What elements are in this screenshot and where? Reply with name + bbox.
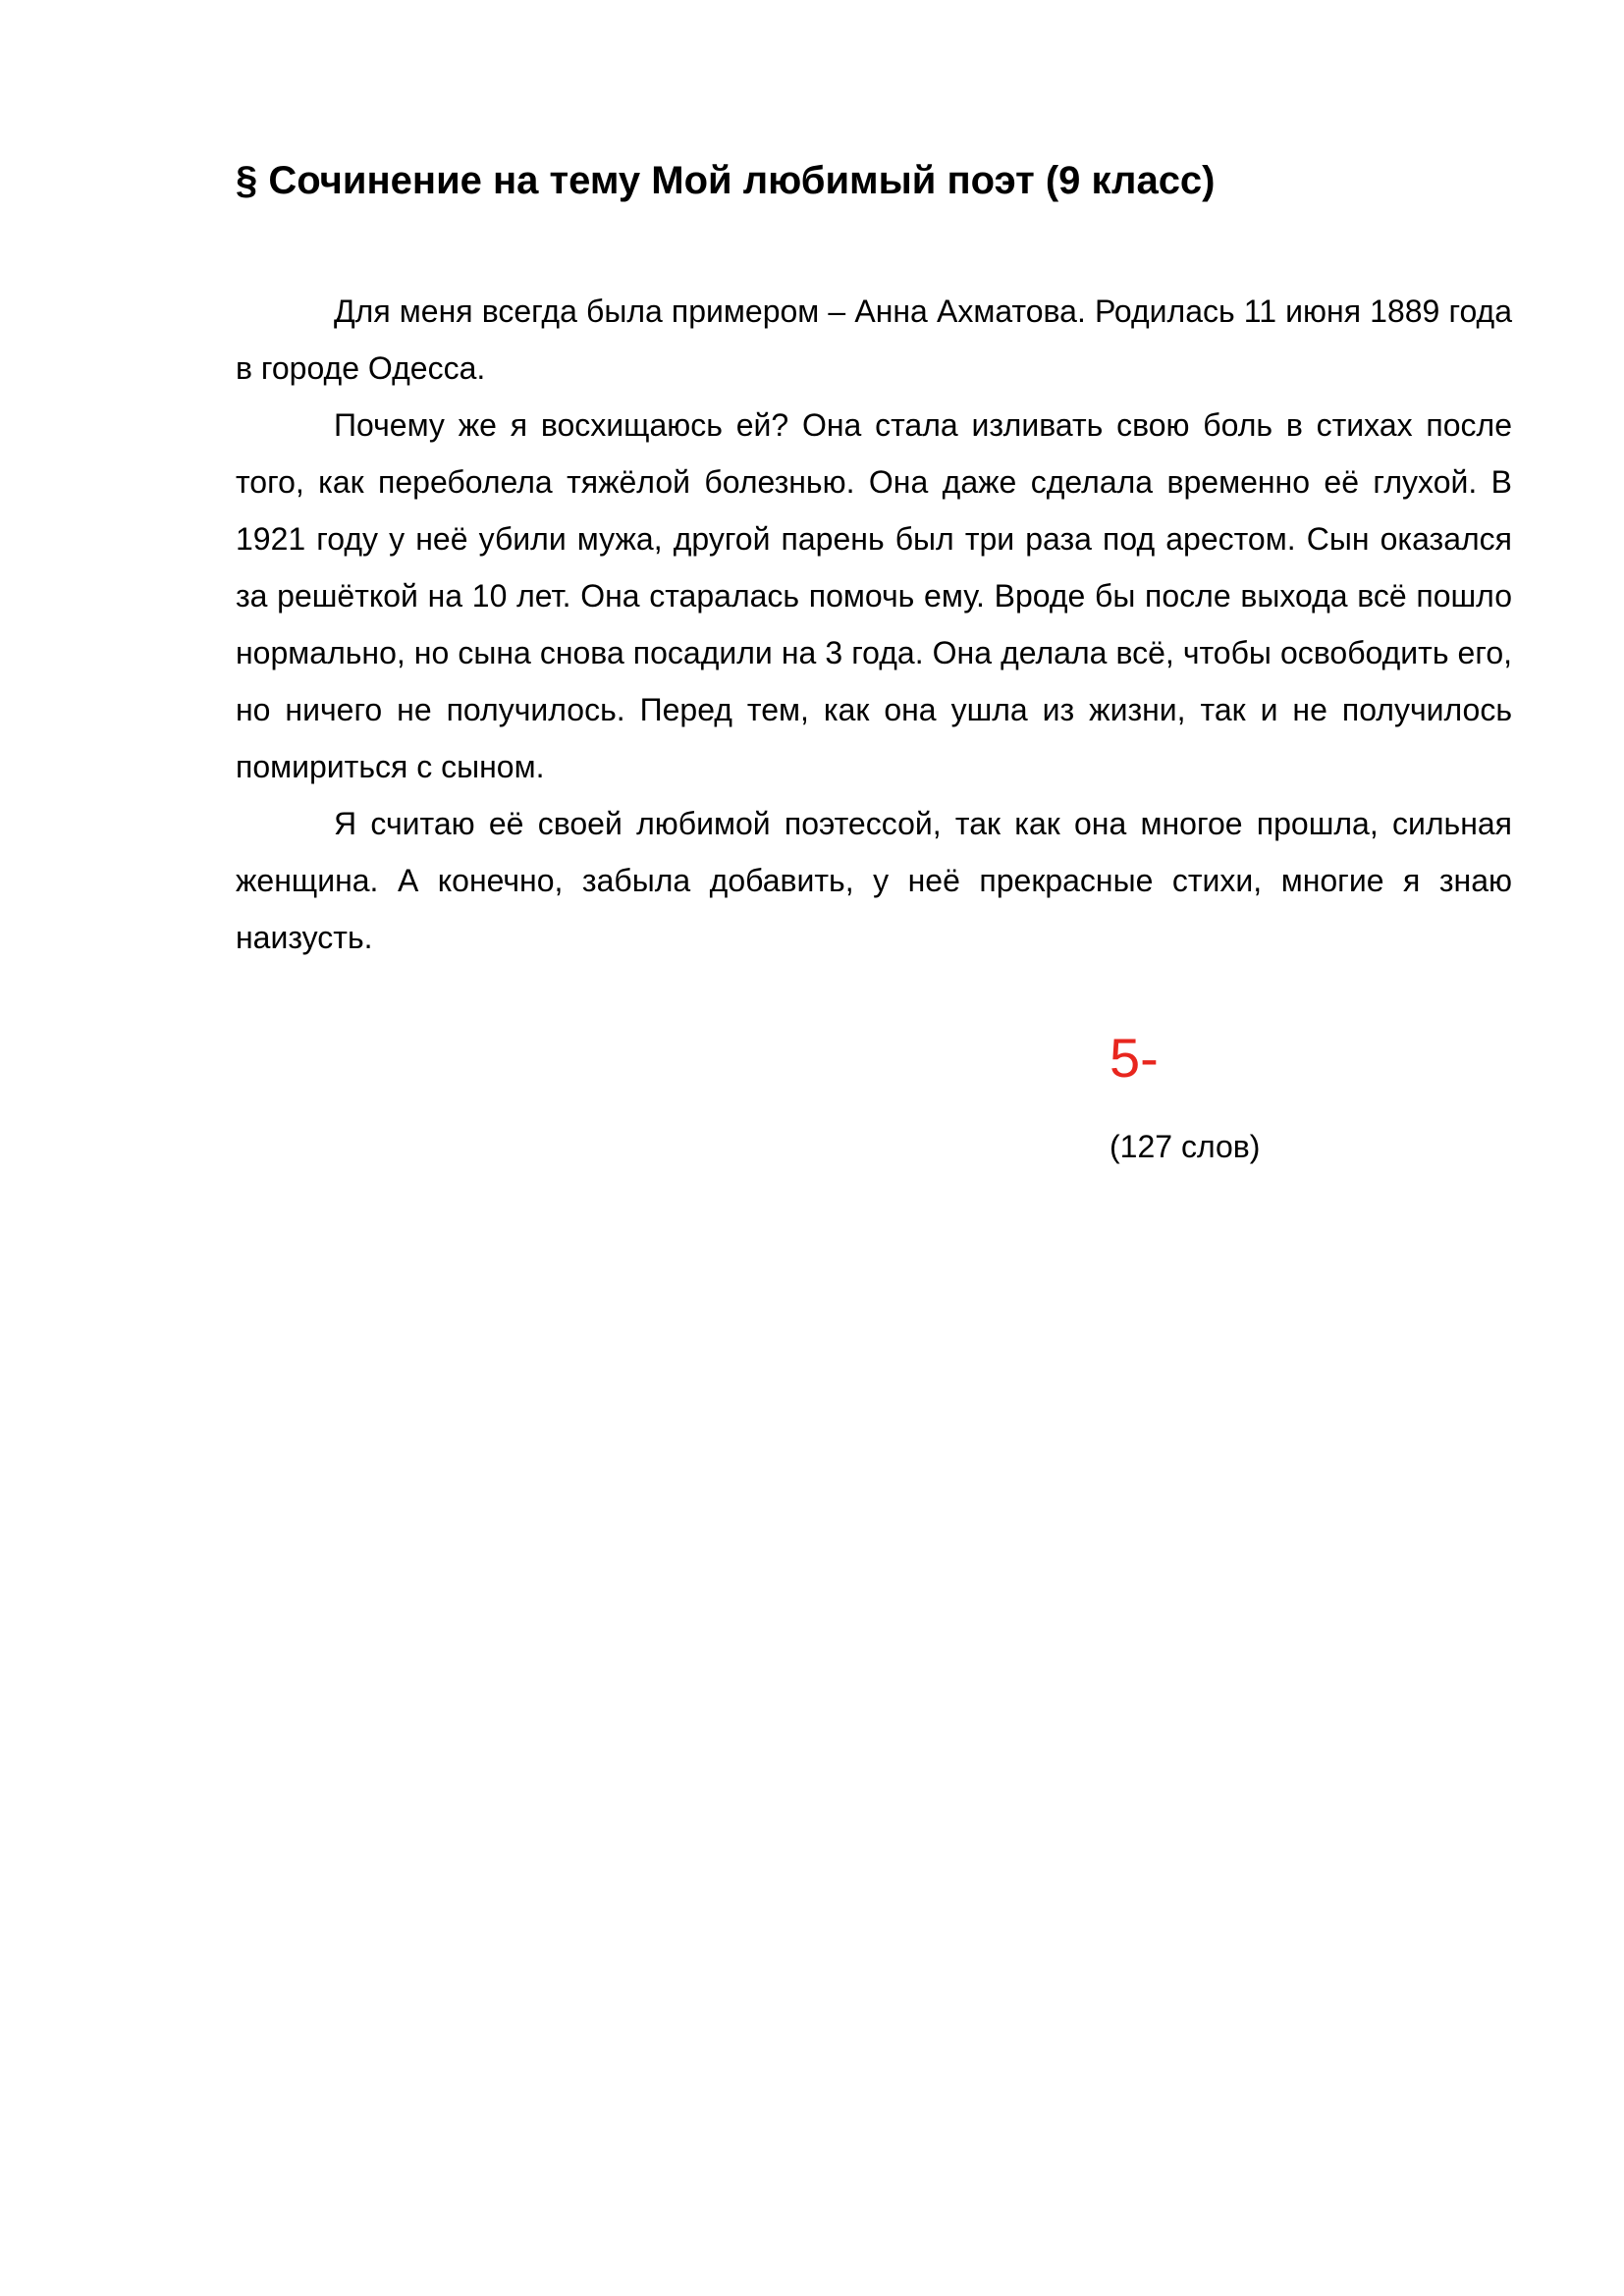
word-count: (127 слов)	[1110, 1129, 1261, 1164]
grade-mark: 5-	[1110, 1027, 1159, 1089]
essay-paragraph: Почему же я восхищаюсь ей? Она стала изливать свою боль в стихах после того, как переболела тяжёлой болезнью. Она даже сделала временно её глухой. В 1921 году у неё убили мужа, другой парень был три раза под арестом. Сын оказался за решёткой на 10 лет. Она старалась помочь ему. Вроде бы после выхода всё пошло нормально, но сына снова посадили на 3 года. Она делала всё, чтобы освободить его, но ничего не получилось. Перед тем, как она ушла из жизни, так и не получилось помириться с сыном.	[236, 407, 1512, 784]
essay-paragraph: Я считаю её своей любимой поэтессой, так как она многое прошла, сильная женщина. А конечно, забыла добавить, у неё прекрасные стихи, многие я знаю наизусть.	[236, 806, 1512, 955]
essay-body	[236, 283, 1512, 966]
essay-paragraph: Для меня всегда была примером – Анна Ахматова. Родилась 11 июня 1889 года в городе Одесса.	[236, 294, 1512, 386]
page-title: § Сочинение на тему Мой любимый поэт (9 класс)	[236, 159, 1216, 202]
